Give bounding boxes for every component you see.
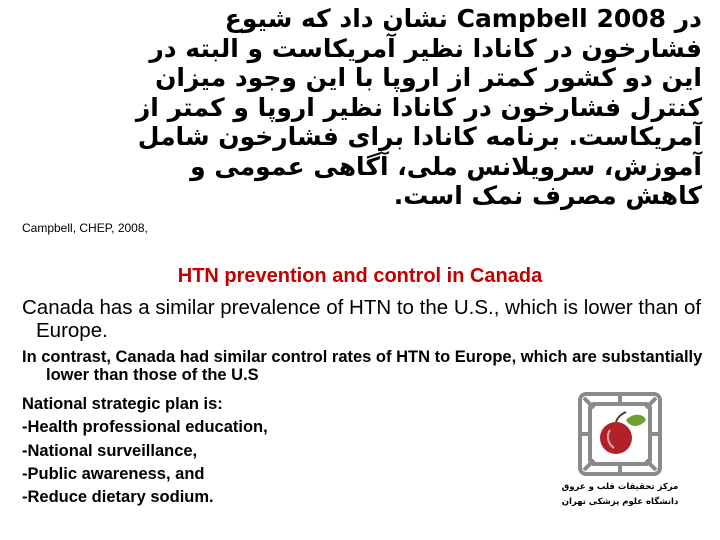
control-rates-paragraph: In contrast, Canada had similar control rates of HTN to Europe, which are substantially lower than those of the U.S <box>22 348 703 384</box>
apple-emblem-icon <box>560 390 680 480</box>
strategic-plan <box>22 393 482 509</box>
logo-caption: مرکز تحقیقات قلب و عروق <box>561 482 679 492</box>
research-center-logo <box>560 390 680 520</box>
plan-heading: National strategic plan is: <box>22 395 223 413</box>
persian-line: فشارخون در کانادا نظیر آمریکاست و البته در <box>149 33 702 63</box>
persian-paragraph <box>18 4 702 211</box>
prevalence-paragraph: Canada has a similar prevalence of HTN to the U.S., which is lower than of Europe. <box>22 296 702 342</box>
plan-item: -Reduce dietary sodium. <box>22 488 214 507</box>
persian-line: کاهش مصرف نمک است. <box>393 181 702 210</box>
plan-item: -Health professional education, <box>22 418 268 437</box>
plan-item: -National surveillance, <box>22 441 198 460</box>
persian-line: کنترل فشارخون در کانادا نظیر اروپا و کمتر از <box>135 92 702 122</box>
slide-title: HTN prevention and control in Canada <box>177 265 543 287</box>
persian-line: آمریکاست. برنامه کانادا برای فشارخون شامل <box>137 122 702 151</box>
logo-caption: دانشگاه علوم پزشکی تهران <box>561 497 679 507</box>
persian-line: این دو کشور کمتر از اروپا با این وجود میزان <box>155 63 702 92</box>
persian-line: آموزش، سرویلانس ملی، آگاهی عمومی و <box>190 151 702 181</box>
plan-item: -Public awareness, and <box>22 464 205 483</box>
persian-line: در 2008 Campbell نشان داد که شیوع <box>224 4 702 33</box>
citation: Campbell, CHEP, 2008, <box>22 221 148 235</box>
